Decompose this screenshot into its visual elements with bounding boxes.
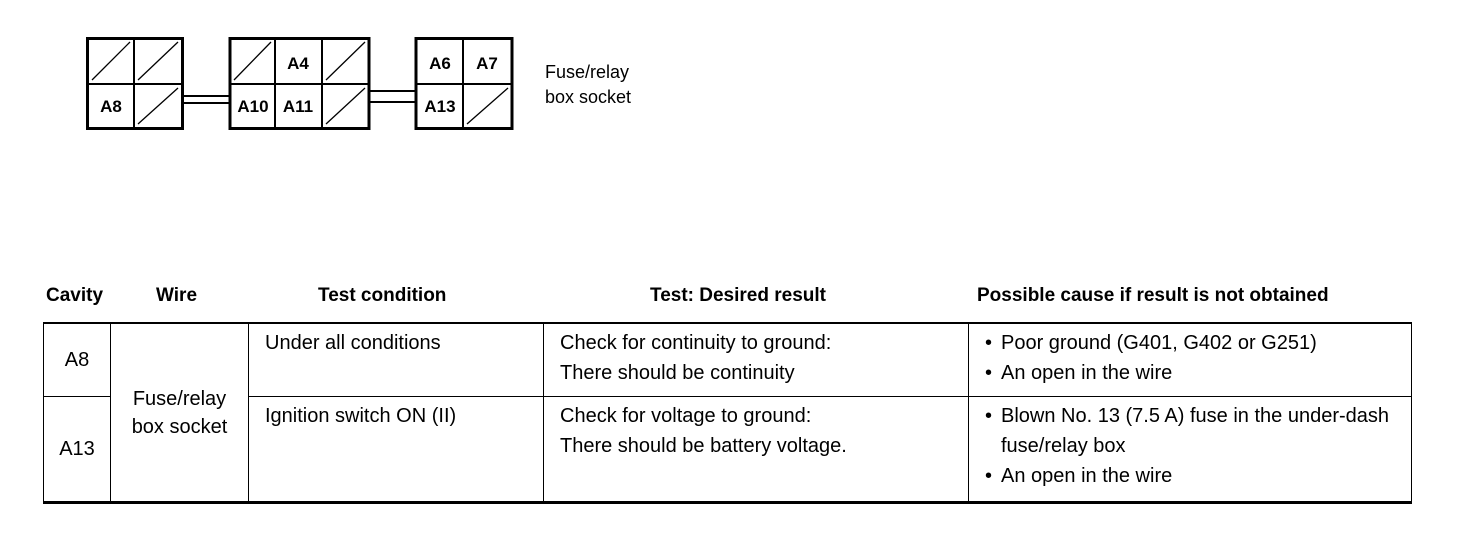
header-test-condition: Test condition xyxy=(318,285,447,306)
cavity-cell: A13 xyxy=(44,397,111,503)
cavity-label-a4: A4 xyxy=(287,54,309,73)
bullet-icon: • xyxy=(985,405,993,427)
condition-cell: Ignition switch ON (II) xyxy=(249,397,544,503)
test-table xyxy=(43,322,1412,504)
cavity-label-a6: A6 xyxy=(429,54,451,73)
cause-cell xyxy=(969,323,1412,397)
cavity-label-a11: A11 xyxy=(282,97,314,116)
list-item xyxy=(985,358,1395,388)
cavity-label-a8: A8 xyxy=(100,97,122,116)
cause-cell xyxy=(969,397,1412,503)
cavity-label-a13: A13 xyxy=(424,97,456,116)
list-item xyxy=(985,461,1395,491)
bullet-icon: • xyxy=(985,362,993,384)
result-cell xyxy=(544,323,969,397)
condition-cell: Under all conditions xyxy=(249,323,544,397)
result-line2: There should be continuity xyxy=(560,362,795,384)
result-cell xyxy=(544,397,969,503)
header-wire: Wire xyxy=(156,285,198,306)
list-item xyxy=(985,328,1395,358)
wire-line1: Fuse/relay xyxy=(132,387,227,410)
result-line2: There should be battery voltage. xyxy=(560,435,847,457)
header-possible-cause: Possible cause if result is not obtained xyxy=(977,285,1329,306)
table-row xyxy=(44,323,1412,397)
cavity-label-a7: A7 xyxy=(476,54,498,73)
connector-caption-line2: box socket xyxy=(545,87,632,107)
bullet-icon: • xyxy=(985,465,993,487)
list-item xyxy=(985,401,1395,461)
table-header-row xyxy=(0,285,1472,311)
cavity-label-a10: A10 xyxy=(237,97,269,116)
connector-caption-line1: Fuse/relay xyxy=(545,62,630,82)
cause-list xyxy=(985,328,1395,388)
wire-cell xyxy=(111,323,249,503)
bullet-icon: • xyxy=(985,332,993,354)
connector-caption xyxy=(545,60,631,110)
cause-text: Blown No. 13 (7.5 A) fuse in the under-dash fuse/relay box xyxy=(1001,405,1390,457)
cause-text: An open in the wire xyxy=(1001,465,1173,487)
table-row xyxy=(44,397,1412,503)
result-line1: Check for voltage to ground: xyxy=(560,405,812,427)
cause-text: An open in the wire xyxy=(1001,362,1173,384)
cause-list xyxy=(985,401,1395,491)
cause-text: Poor ground (G401, G402 or G251) xyxy=(1001,332,1317,354)
header-cavity: Cavity xyxy=(46,285,104,306)
result-line1: Check for continuity to ground: xyxy=(560,332,832,354)
wire-line2: box socket xyxy=(131,415,228,438)
cavity-cell: A8 xyxy=(44,323,111,397)
header-desired-result: Test: Desired result xyxy=(650,285,826,306)
